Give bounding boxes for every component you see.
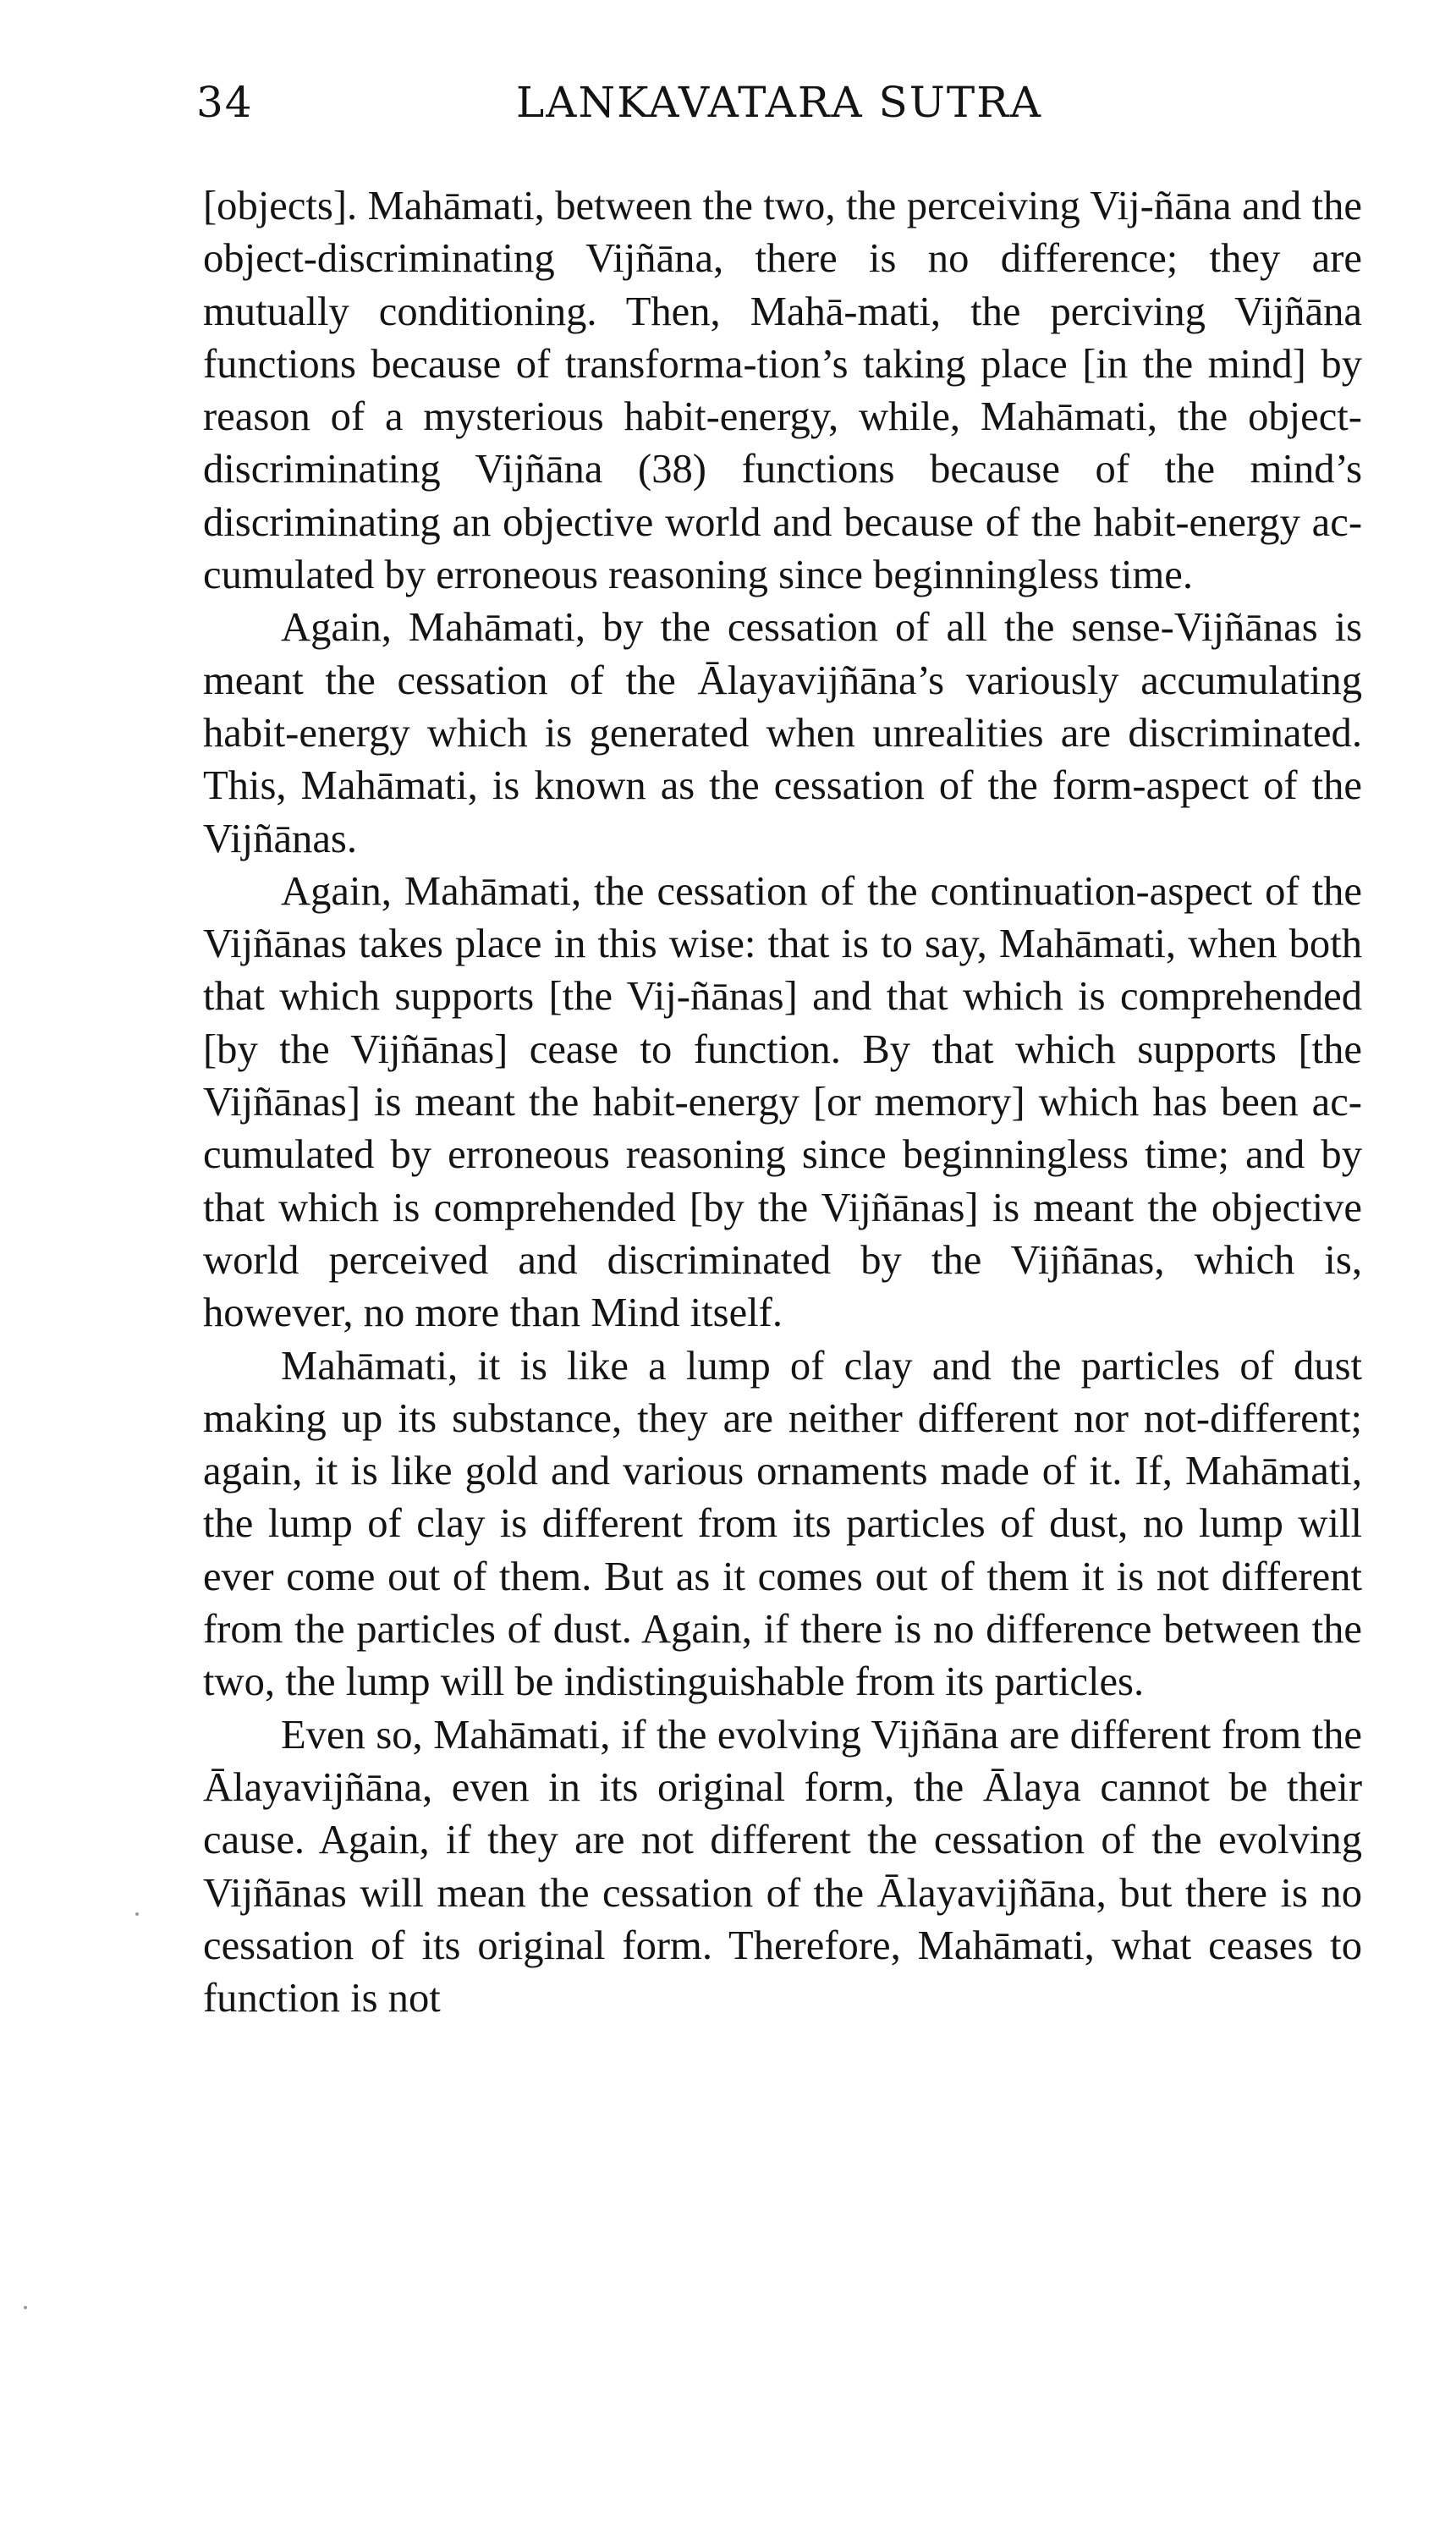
page-header — [196, 78, 1362, 137]
running-head: LANKAVATARA SUTRA — [516, 78, 1042, 127]
paragraph-1: [objects]. Mahāmati, between the two, the perceiving Vij-ñāna and the object-discriminating Vijñāna, there is no difference; they are mutually conditioning. Then, Mahā-mati, the perciving Vijñāna functions because of transforma-tion’s taking place [in the mind] by reason of a mysterious habit-energy, while, Mahāmati, the object-discriminating Vijñāna (38) functions because of the mind’s discriminating an objective world and because of the habit-energy ac-cumulated by erroneous reasoning since beginningless time. — [203, 183, 1362, 598]
paragraph-5: Even so, Mahāmati, if the evolving Vijñāna are different from the Ālayavijñāna, even in its original form, the Ālaya cannot be their cause. Again, if they are not different the cessation of the evolving Vijñānas will mean the cessation of the Ālayavijñāna, but there is no cessation of its original form. Therefore, Mahāmati, what ceases to function is not — [203, 1711, 1362, 2022]
paragraph-3: Again, Mahāmati, the cessation of the continuation-aspect of the Vijñānas takes place in this wise: that is to say, Mahāmati, when both that which supports [the Vij-ñānas] and that which is comprehended [by the Vijñānas] cease to function. By that which supports [the Vijñānas] is meant the habit-energy [or memory] which has been ac-cumulated by erroneous reasoning since beginningless time; and by that which is comprehended [by the Vijñānas] is meant the objective world perceived and discriminated by the Vijñānas, which is, however, no more than Mind itself. — [203, 867, 1362, 1336]
paragraph-2: Again, Mahāmati, by the cessation of all the sense-Vijñānas is meant the cessation of the Ālayavijñāna’s variously accumulating habit-energy which is generated when unrealities are discriminated. This, Mahāmati, is known as the cessation of the form-aspect of the Vijñānas. — [203, 604, 1362, 861]
page-number: 34 — [196, 78, 254, 127]
body-text — [203, 179, 1362, 2024]
scan-speck — [24, 2306, 27, 2309]
scan-speck — [135, 1912, 139, 1916]
paragraph-4: Mahāmati, it is like a lump of clay and the particles of dust making up its substance, they are neither different nor not-different; again, it is like gold and various ornaments made of it. If, Mahāmati, the lump of clay is different from its particles of dust, no lump will ever come out of them. But as it comes out of them it is not different from the particles of dust. Again, if there is no difference between the two, the lump will be indistinguishable from its particles. — [203, 1342, 1362, 1705]
